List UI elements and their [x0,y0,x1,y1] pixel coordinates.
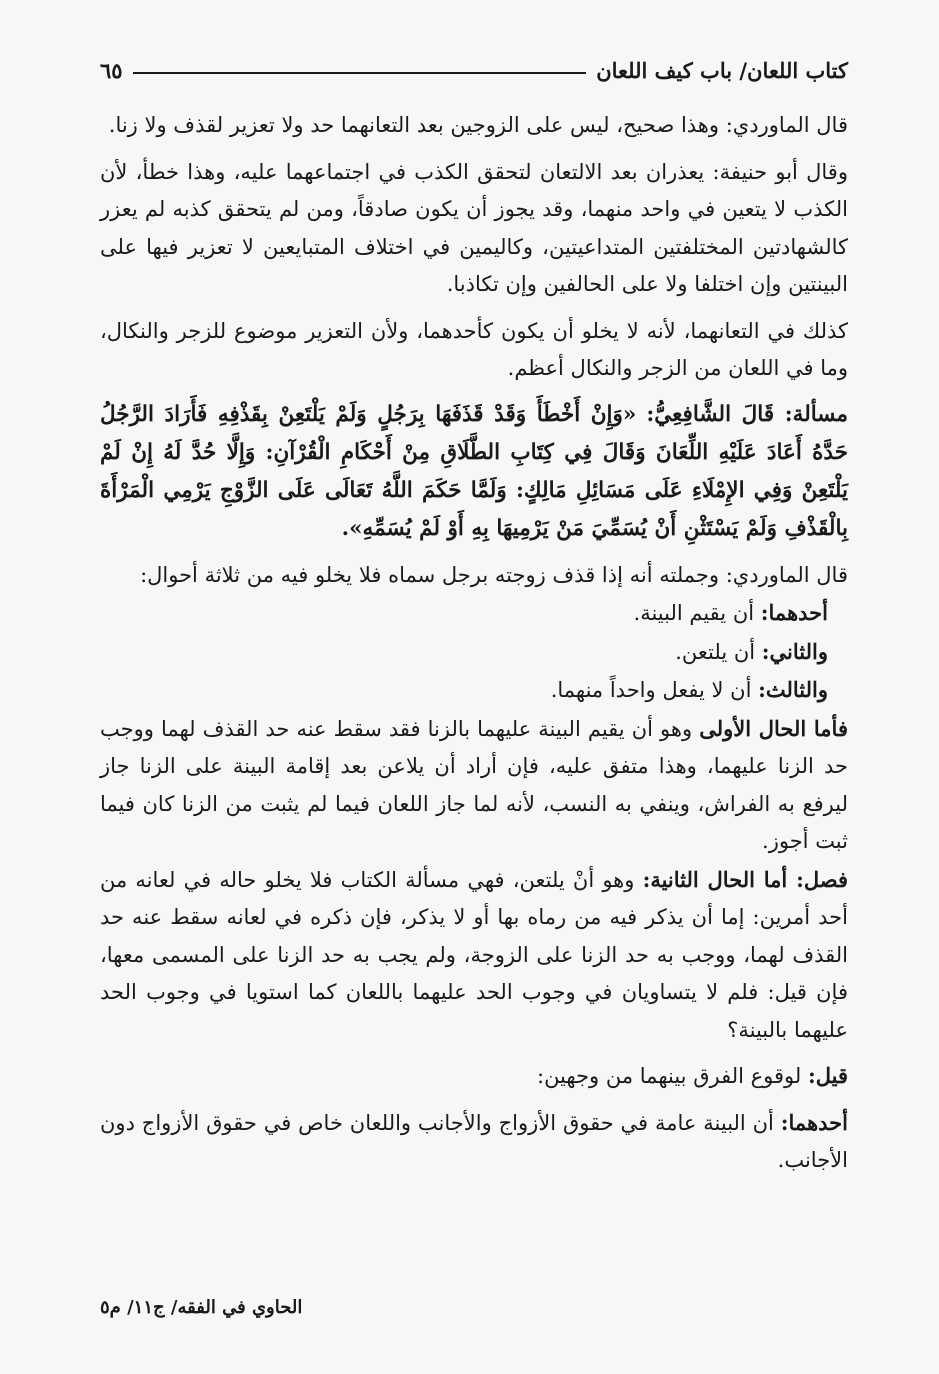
header-rule [133,72,587,74]
paragraph-text: قال الماوردي: وجملته أنه إذا قذف زوجته برجل سماه فلا يخلو فيه من ثلاثة أحوال: [140,562,848,587]
masala-label: مسألة: قَالَ الشَّافِعِيُّ: [646,401,848,427]
masala-paragraph [100,396,848,548]
paragraph [100,106,848,145]
paragraph [100,312,848,388]
paragraph [100,153,848,304]
fasl-label: فصل: أما الحال الثانية: [642,866,848,892]
paragraph-text: أن البينة عامة في حقوق الأزواج والأجانب واللعان خاص في حقوق الأزواج دون الأجانب. [100,1110,848,1172]
state-item [100,633,848,672]
state-text: أن يلتعن. [675,639,756,664]
page-number: ٦٥ [100,57,123,83]
paragraph-label: أحدهما: [780,1109,848,1135]
state-text: أن يقيم البينة. [633,601,755,625]
state-item [100,671,848,710]
state-label: والثالث: [758,677,828,702]
shafii-quote: «وَإِنْ أَخْطَأَ وَقَدْ قَذَفَهَا بِرَجُلٍ وَلَمْ يَلْتَعِنْ بِقَذْفِهِ فَأَرَادَ الرَّجُلُ حَدَّهُ أَعَادَ عَلَيْهِ اللِّعَانَ وَقَالَ فِي كِتَابِ الطَّلَاقِ مِنْ أَحْكَامِ الْقُرْآنِ: وَإِلَّا حُدَّ لَهُ إِنْ لَمْ يَلْتَعِنْ وَفِي الإِمْلَاءِ عَلَى مَسَائِلِ مَالِكٍ: وَلَمَّا حَكَمَ اللَّهُ تَعَالَى عَلَى الزَّوْجِ يَرْمِي الْمَرْأَةَ بِالْقَذْفِ وَلَمْ يَسْتَثْنِ أَنْ يُسَمِّيَ مَنْ يَرْمِيهَا بِهِ أَوْ لَمْ يُسَمِّهِ». [100,401,848,541]
running-title: كتاب اللعان/ باب كيف اللعان [596,57,848,83]
state-label: أحدهما: [760,600,828,625]
state-text: أن لا يفعل واحداً منهما. [550,678,752,702]
footer-signature: الحاوي في الفقه/ ج١١/ م٥ [100,1296,303,1318]
paragraph-text: قال الماوردي: وهذا صحيح، ليس على الزوجين بعد التعانهما حد ولا تعزير لقذف ولا زنا. [108,113,848,137]
paragraph-text: وقال أبو حنيفة: يعذران بعد الالتعان لتحقق الكذب في اجتماعهما عليه، وهذا خطأ، لأن الكذب لا يتعين في واحد منهما، وقد يجوز أن يكون صادقاً، ومن لم يتحقق كذبه لم يعزر كالشهادتين المختلفتين المتداعيتين، وكاليمين في اختلاف المتبايعين لا تعزير فيها على البينتين وإن اختلفا ولا على الحالفين وإن تكاذبا. [100,159,848,296]
paragraph-label: فأما الحال الأولى [699,715,848,741]
paragraph [100,1057,848,1096]
page-header [100,50,848,90]
paragraph [100,556,848,595]
paragraph [100,710,848,861]
page-body [100,106,848,1188]
paragraph-text: لوقوع الفرق بينهما من وجهين: [537,1064,802,1088]
page-footer [100,1290,848,1324]
state-label: والثاني: [761,638,828,664]
paragraph [100,1104,848,1180]
state-item [100,594,848,633]
fasl-paragraph [100,861,848,1050]
paragraph-text: كذلك في التعانهما، لأنه لا يخلو أن يكون كأحدهما، ولأن التعزير موضوع للزجر والنكال، وما في اللعان من الزجر والنكال أعظم. [100,318,848,380]
paragraph-text: وهو أن يقيم البينة عليهما بالزنا فقد سقط عنه حد القذف لهما ووجب حد الزنا عليهما، وهذا متفق عليه، فإن أراد أن يلاعن بعد إقامة البينة على الزنا جاز ليرفع به الفراش، وينفي به النسب، لأنه لما جاز اللعان فيما لم يثبت من الزنا كان فيما ثبت أجوز. [100,716,848,853]
paragraph-text: وهو أنْ يلتعن، فهي مسألة الكتاب فلا يخلو حاله في لعانه من أحد أمرين: إما أن يذكر فيه من رماه بها أو لا يذكر، فإن ذكره في لعانه سقط عنه حد القذف لهما، ووجب به حد الزنا على الزوجة، ولم يجب به حد الزنا على المسمى معها، فإن قيل: فلم لا يتساويان في وجوب الحد عليهما باللعان كما استويا في وجوب الحد عليهما بالبينة؟ [100,867,848,1042]
paragraph-label: قيل: [807,1063,848,1088]
